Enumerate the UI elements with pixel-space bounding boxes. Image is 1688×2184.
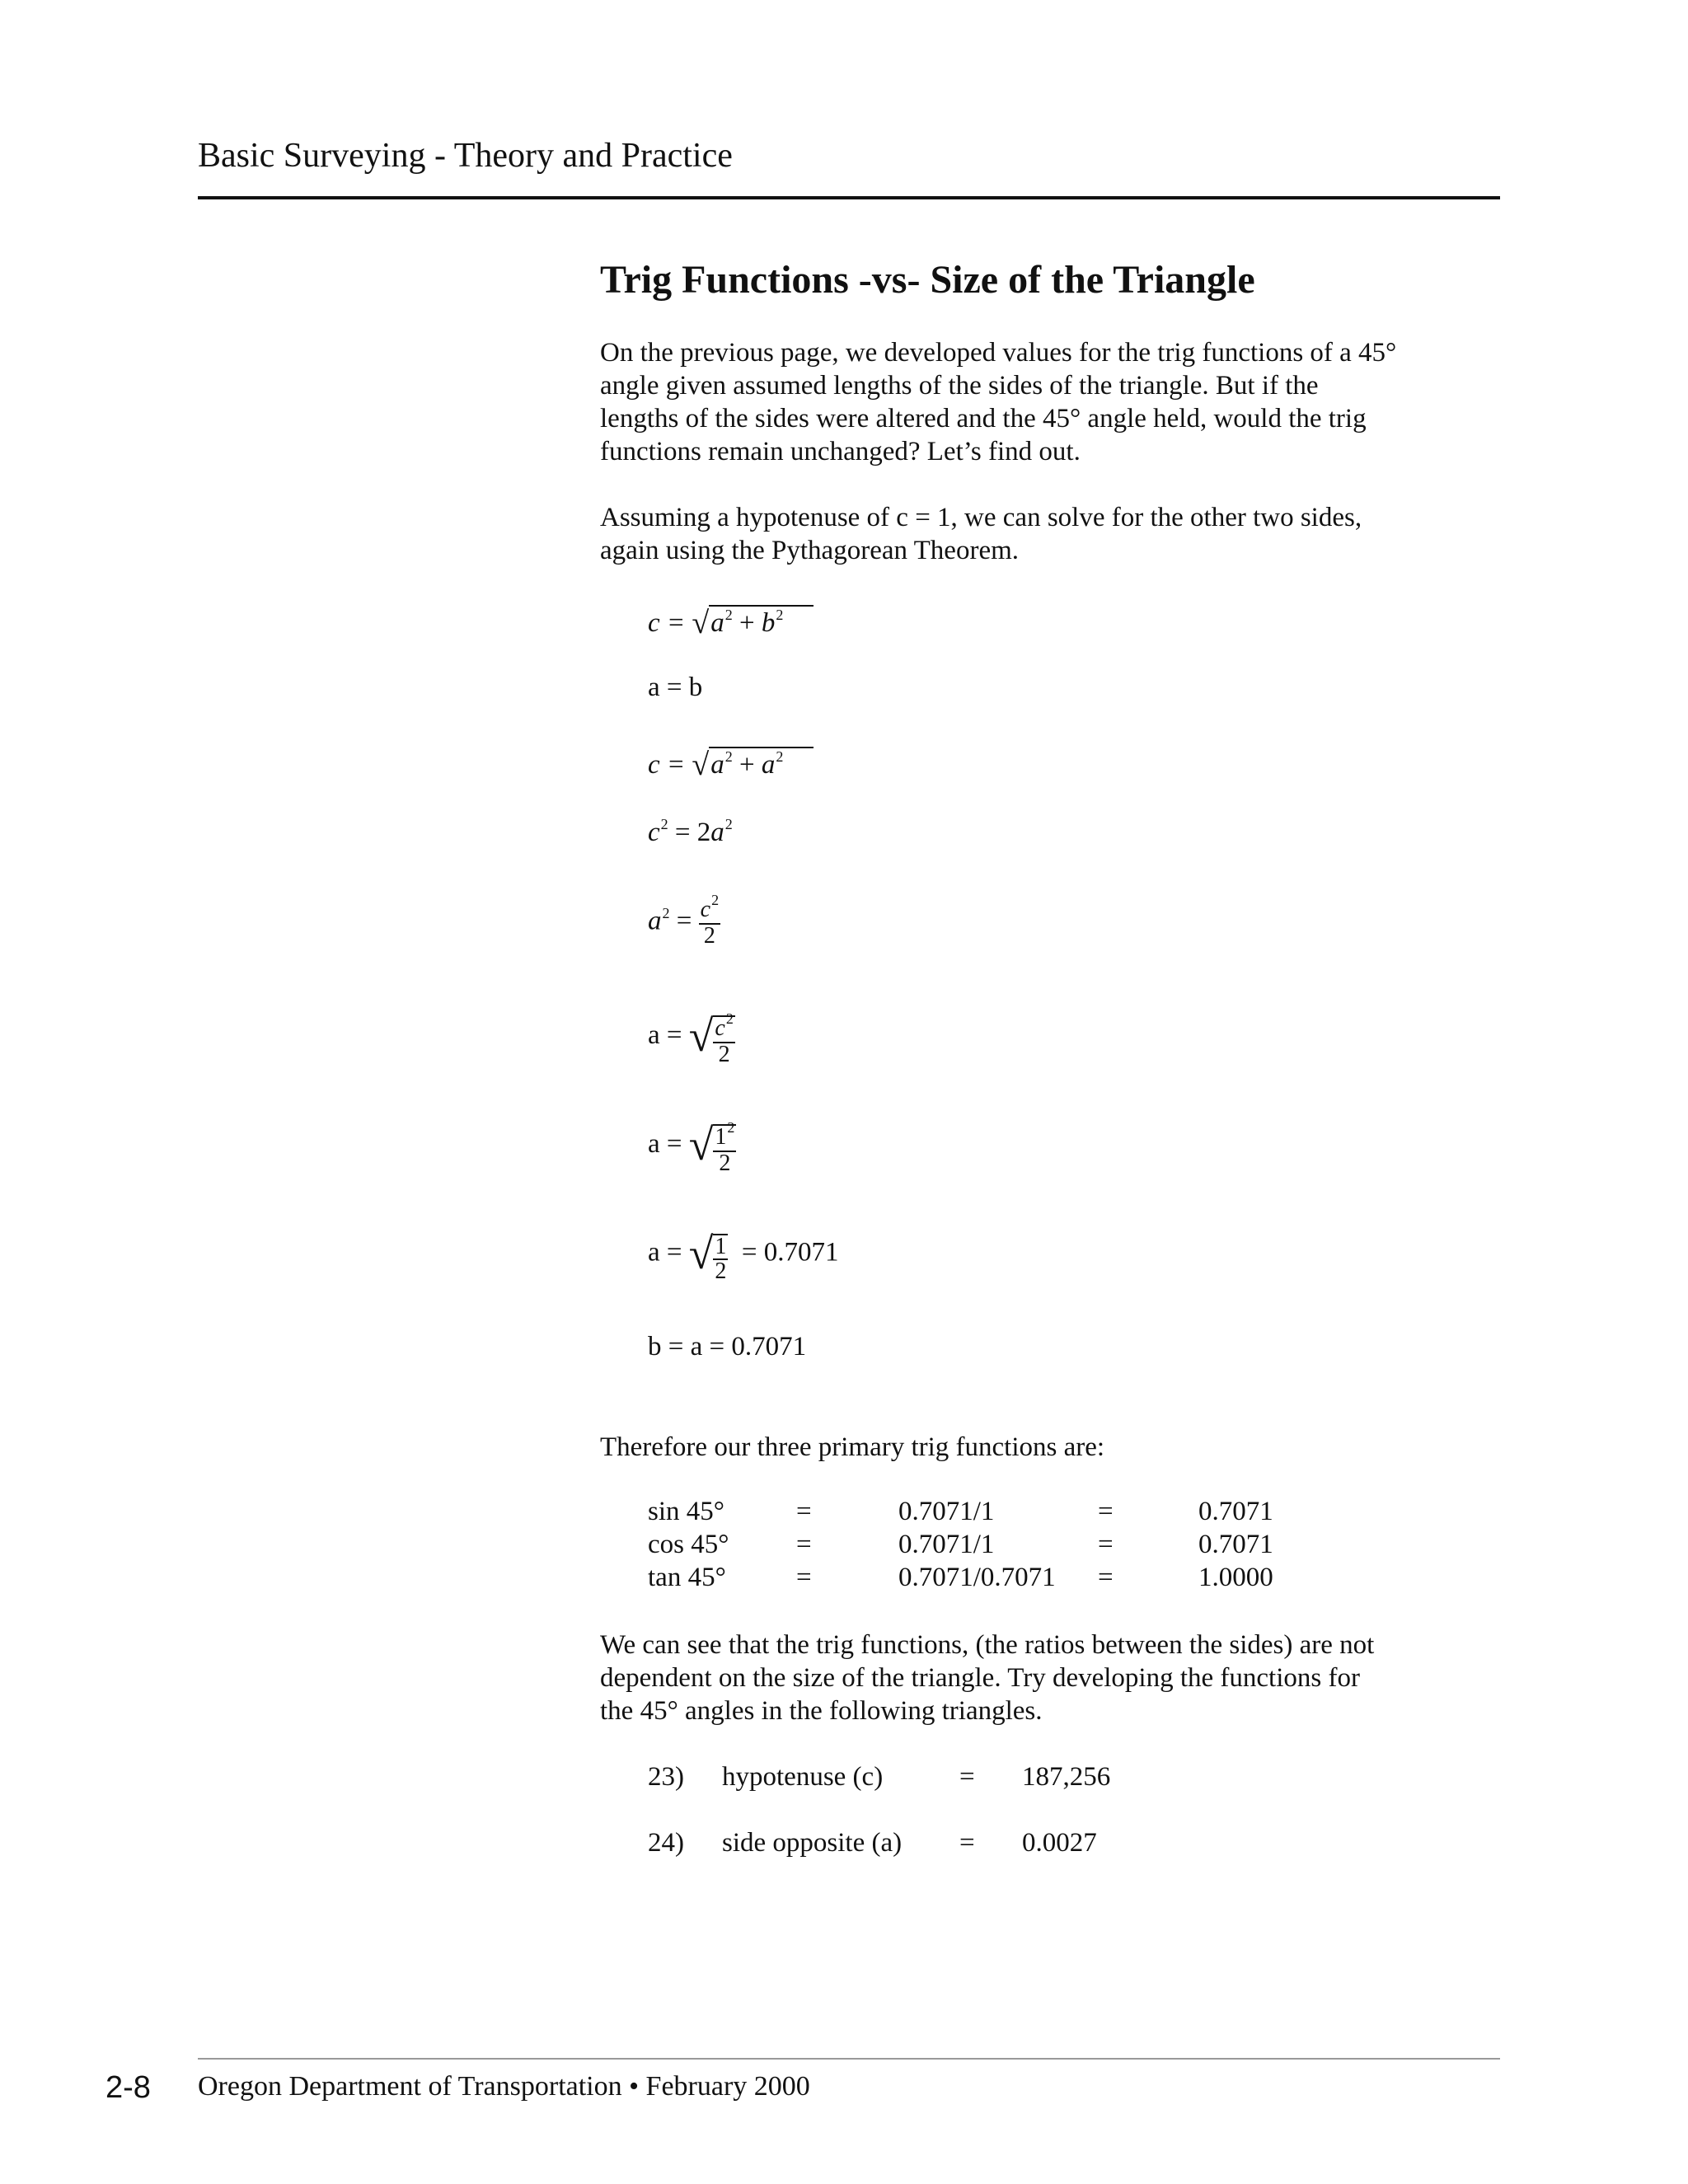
equation-9: b = a = 0.7071 [648,1332,807,1361]
exercise-number: 23) [648,1762,684,1792]
exercise-label: side opposite (a) [722,1828,903,1858]
equation-5: $a^2$ = $\frac{c^2}{2}$ [648,892,720,949]
header-rule [198,196,1500,199]
trig-eq: = [1098,1563,1114,1592]
trig-eq: = [796,1530,812,1559]
equation-6: a = √ $\frac{c^2}{2}$ [648,1010,734,1068]
trig-eq: = [1098,1530,1114,1559]
conclusion-line: We can see that the trig functions, (the ratios between the sides) are not [600,1630,1375,1660]
equation-1: $c = √a^2 + b^2$ [648,603,814,640]
section-title: Trig Functions -vs- Size of the Triangle [600,258,1255,302]
trig-value: 1.0000 [1198,1563,1273,1592]
intro-line: lengths of the sides were altered and the 45° angle held, would the trig [600,404,1367,434]
footer-text: Oregon Department of Transportation • February 2000 [198,2071,810,2102]
header-title: Basic Surveying - Theory and Practice [198,137,733,175]
trig-ratio: 0.7071/0.7071 [898,1563,1056,1592]
exercise-eq: = [959,1828,975,1858]
exercise-label: hypotenuse (c) [722,1762,884,1792]
trig-eq: = [1098,1497,1114,1526]
exercise-number: 24) [648,1828,684,1858]
footer-rule [198,2058,1500,2060]
trig-ratio: 0.7071/1 [898,1530,995,1559]
equation-4: $c^2 = 2a^2$ [648,816,733,847]
assume-line: Assuming a hypotenuse of c = 1, we can solve for the other two sides, [600,503,1362,532]
trig-fn: cos 45° [648,1530,729,1559]
page-number: 2-8 [106,2070,151,2105]
assume-line: again using the Pythagorean Theorem. [600,536,1020,565]
intro-line: angle given assumed lengths of the sides of the triangle. But if the [600,371,1319,401]
trig-eq: = [796,1497,812,1526]
exercise-value: 187,256 [1022,1762,1111,1792]
trig-value: 0.7071 [1198,1530,1273,1559]
equation-2: a = b [648,673,703,702]
equation-3: $c = √a^2 + a^2$ [648,745,814,781]
trig-eq: = [796,1563,812,1592]
trig-value: 0.7071 [1198,1497,1273,1526]
intro-line: On the previous page, we developed values for the trig functions of a 45° [600,338,1397,368]
equation-7: a = √ $\frac{1^2}{2}$ [648,1119,735,1177]
trig-fn: sin 45° [648,1497,724,1526]
intro-line: functions remain unchanged? Let’s find out. [600,437,1081,466]
therefore-line: Therefore our three primary trig functions are: [600,1432,1105,1462]
equation-8: a = √ $\frac{1}{2}$ = 0.7071 [648,1229,839,1285]
exercise-eq: = [959,1762,975,1792]
conclusion-line: dependent on the size of the triangle. Try developing the functions for [600,1663,1360,1693]
conclusion-line: the 45° angles in the following triangles. [600,1696,1043,1726]
trig-fn: tan 45° [648,1563,726,1592]
exercise-value: 0.0027 [1022,1828,1097,1858]
trig-ratio: 0.7071/1 [898,1497,995,1526]
